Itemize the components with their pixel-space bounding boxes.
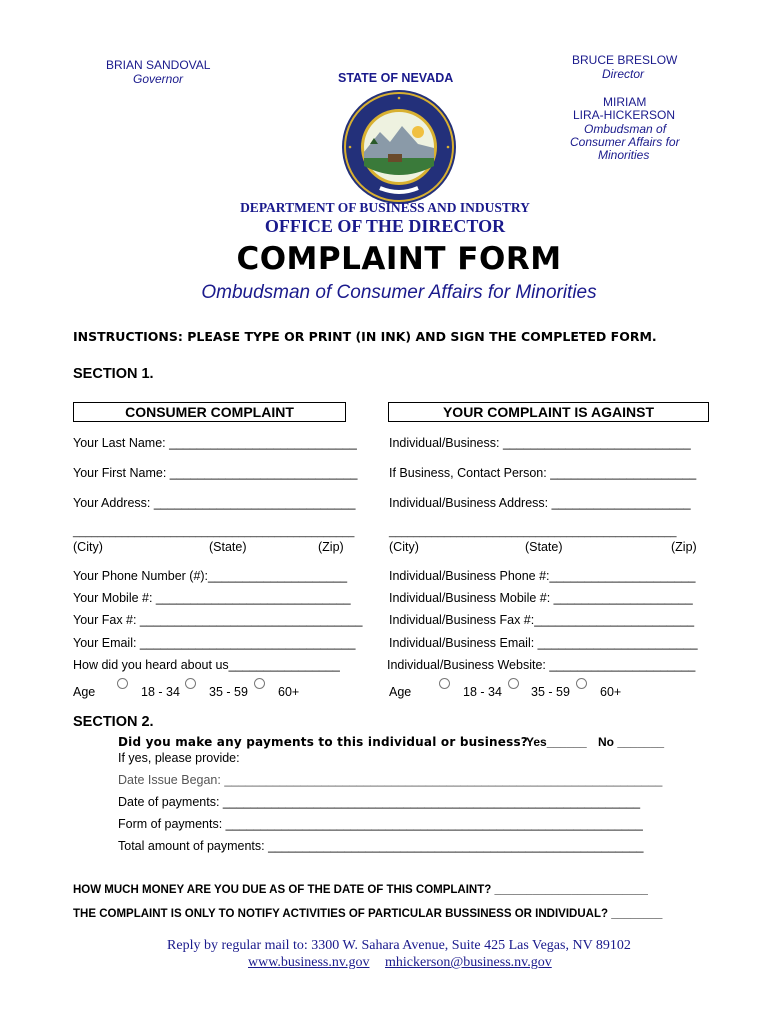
business-age-label: Age: [389, 685, 412, 699]
payments-question: Did you make any payments to this individual or business?: [118, 735, 528, 749]
website-link[interactable]: www.business.nv.gov: [248, 955, 370, 970]
director-name: BRUCE BRESLOW: [572, 53, 678, 67]
form-title: COMPLAINT FORM: [236, 241, 562, 277]
reply-address: Reply by regular mail to: 3300 W. Sahara Avenue, Suite 425 Las Vegas, NV 89102: [167, 938, 631, 953]
state-label: (State): [209, 540, 247, 554]
governor-title: Governor: [133, 72, 184, 86]
zip-label: (Zip): [318, 540, 344, 554]
business-address-line-2[interactable]: _______________________________________________: [389, 526, 677, 538]
business-age-option-60-plus: 60+: [600, 685, 622, 699]
consumer-complaint-box: CONSUMER COMPLAINT: [73, 402, 346, 422]
age-label: Age: [73, 685, 96, 699]
business-age-radio-18-34[interactable]: [439, 678, 450, 689]
payments-yes-field[interactable]: Yes______: [526, 735, 587, 749]
business-website-field[interactable]: Individual/Business Website: _____________________: [387, 658, 696, 672]
complaint-against-box: YOUR COMPLAINT IS AGAINST: [388, 402, 709, 422]
total-payments-field[interactable]: Total amount of payments: ______________________________________________________: [118, 839, 644, 853]
address-field[interactable]: Your Address: _____________________________: [73, 496, 356, 510]
ombudsman-title-3: Minorities: [598, 148, 650, 162]
date-issue-began-field[interactable]: Date Issue Began: _______________________________________________________________: [118, 773, 663, 787]
ombudsman-title-1: Ombudsman of: [584, 122, 667, 136]
ombudsman-last-name: LIRA-HICKERSON: [573, 108, 676, 122]
age-radio-35-59[interactable]: [185, 678, 196, 689]
form-subtitle: Ombudsman of Consumer Affairs for Minorities: [201, 282, 597, 303]
address-line-2[interactable]: ______________________________________________: [73, 526, 355, 538]
business-field[interactable]: Individual/Business: ___________________________: [389, 436, 691, 450]
first-name-field[interactable]: Your First Name: ___________________________: [73, 466, 358, 480]
business-age-option-35-59: 35 - 59: [531, 685, 570, 699]
age-radio-60-plus[interactable]: [254, 678, 265, 689]
form-of-payments-field[interactable]: Form of payments: ____________________________________________________________: [118, 817, 643, 831]
nevada-state-seal-icon: [340, 88, 458, 206]
business-zip-label: (Zip): [671, 540, 697, 554]
state-name: STATE OF NEVADA: [338, 71, 454, 85]
city-label: (City): [73, 540, 103, 554]
phone-field[interactable]: Your Phone Number (#):____________________: [73, 569, 348, 583]
business-mobile-field[interactable]: Individual/Business Mobile #: ____________________: [389, 591, 693, 605]
department-name: DEPARTMENT OF BUSINESS AND INDUSTRY: [240, 200, 530, 215]
business-age-radio-60-plus[interactable]: [576, 678, 587, 689]
director-title: Director: [602, 67, 645, 81]
section-1-heading: SECTION 1.: [73, 366, 154, 382]
age-option-18-34: 18 - 34: [141, 685, 180, 699]
business-city-label: (City): [389, 540, 419, 554]
money-due-field[interactable]: HOW MUCH MONEY ARE YOU DUE AS OF THE DATE OF THIS COMPLAINT? ________________________: [73, 884, 648, 896]
date-of-payments-field[interactable]: Date of payments: ____________________________________________________________: [118, 795, 641, 809]
business-address-field[interactable]: Individual/Business Address: ____________________: [389, 496, 691, 510]
contact-person-field[interactable]: If Business, Contact Person: _____________________: [389, 466, 697, 480]
business-email-field[interactable]: Individual/Business Email: _______________________: [389, 636, 698, 650]
notify-field[interactable]: THE COMPLAINT IS ONLY TO NOTIFY ACTIVITIES OF PARTICULAR BUSSINESS OR INDIVIDUAL? ________: [73, 908, 663, 920]
section-2-heading: SECTION 2.: [73, 714, 154, 730]
if-yes-label: If yes, please provide:: [118, 751, 240, 765]
instructions: INSTRUCTIONS: PLEASE TYPE OR PRINT (IN INK) AND SIGN THE COMPLETED FORM.: [73, 329, 657, 344]
business-phone-field[interactable]: Individual/Business Phone #:_____________________: [389, 569, 696, 583]
business-fax-field[interactable]: Individual/Business Fax #:_______________________: [389, 613, 695, 627]
business-age-option-18-34: 18 - 34: [463, 685, 502, 699]
last-name-field[interactable]: Your Last Name: ___________________________: [73, 436, 357, 450]
ombudsman-title-2: Consumer Affairs for: [570, 135, 680, 149]
office-name: OFFICE OF THE DIRECTOR: [264, 216, 506, 236]
payments-no-field[interactable]: No _______: [598, 735, 665, 749]
age-radio-18-34[interactable]: [117, 678, 128, 689]
mobile-field[interactable]: Your Mobile #: ____________________________: [73, 591, 351, 605]
age-option-60-plus: 60+: [278, 685, 300, 699]
ombudsman-first-name: MIRIAM: [603, 95, 647, 109]
heard-about-field[interactable]: How did you heard about us________________: [73, 658, 340, 672]
business-state-label: (State): [525, 540, 563, 554]
email-field[interactable]: Your Email: _______________________________: [73, 636, 356, 650]
fax-field[interactable]: Your Fax #: ________________________________: [73, 613, 363, 627]
age-option-35-59: 35 - 59: [209, 685, 248, 699]
governor-name: BRIAN SANDOVAL: [106, 58, 211, 72]
business-age-radio-35-59[interactable]: [508, 678, 519, 689]
email-link[interactable]: mhickerson@business.nv.gov: [385, 955, 552, 970]
